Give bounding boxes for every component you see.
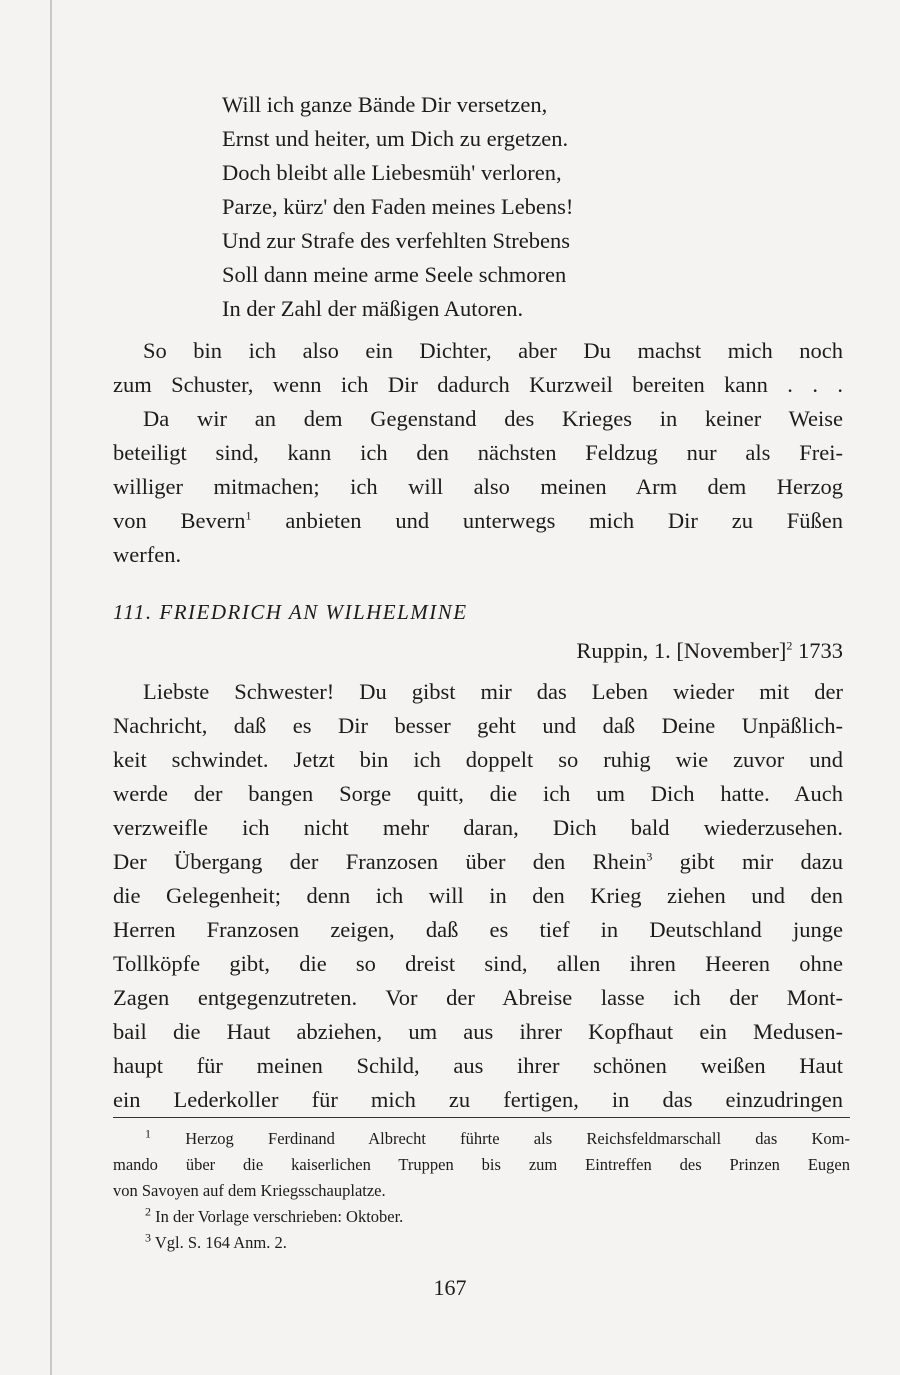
letter-heading: 111. FRIEDRICH AN WILHELMINE [113,600,468,624]
footnote-mark: 3 [145,1230,151,1245]
text-line: Liebste Schwester! Du gibst mir das Leben wieder mit der [143,679,843,704]
text-fragment: von Bevern [113,508,246,533]
footnote-line: mando über die kaiserlichen Truppen bis zum Eintreffen des Prinzen Eugen [113,1155,850,1174]
poem-line: Soll dann meine arme Seele schmoren [222,262,567,287]
footnote-text: Herzog Ferdinand Albrecht führte als Reichsfeldmarschall das Kom- [185,1129,850,1148]
text-fragment: gibt mir dazu [679,849,843,874]
text-line: haupt für meinen Schild, aus ihrer schönen weißen Haut [113,1053,843,1078]
footnote-ref: 1 [245,508,252,523]
place-date [576,638,843,664]
text-line: die Gelegenheit; denn ich will in den Krieg ziehen und den [113,883,843,908]
text-line: bail die Haut abziehen, um aus ihrer Kopfhaut ein Medusen- [113,1019,843,1044]
text-line: williger mitmachen; ich will also meinen Arm dem Herzog [113,474,843,499]
poem-line: Ernst und heiter, um Dich zu ergetzen. [222,126,569,151]
text-line [113,845,843,879]
footnote-line [113,1204,850,1230]
footnote-mark: 2 [145,1204,151,1219]
poem-line: Parze, kürz' den Faden meines Lebens! [222,194,574,219]
poem-line: Und zur Strafe des verfehlten Strebens [222,228,571,253]
place-date-text: Ruppin, 1. [November] [576,638,787,663]
text-line: Nachricht, daß es Dir besser geht und daß Deine Unpäßlich- [113,713,843,738]
footnote-divider [113,1117,850,1118]
prose-paragraphs [113,334,843,572]
text-fragment: anbieten und unterwegs mich Dir zu Füßen [285,508,843,533]
footnote-mark: 1 [145,1126,151,1141]
footnote-text: In der Vorlage verschrieben: Oktober. [155,1207,404,1226]
footnote-text: Vgl. S. 164 Anm. 2. [154,1233,287,1252]
text-line: Tollköpfe gibt, die so dreist sind, allen ihren Heeren ohne [113,951,843,976]
text-line [113,504,843,538]
footnotes [113,1126,850,1256]
page-edge [50,0,52,1375]
poem [222,88,573,326]
text-line: werde der bangen Sorge quitt, die ich um Dich hatte. Auch [113,781,843,806]
text-line: Da wir an dem Gegenstand des Krieges in keiner Weise [143,406,843,431]
letter-body [113,675,843,1117]
text-line: beteiligt sind, kann ich den nächsten Feldzug nur als Frei- [113,440,843,465]
text-fragment: Der Übergang der Franzosen über den Rhein [113,849,647,874]
year: 1733 [798,638,843,663]
poem-line: In der Zahl der mäßigen Autoren. [222,296,524,321]
poem-line: Doch bleibt alle Liebesmüh' verloren, [222,160,562,185]
footnote-ref: 2 [786,638,793,653]
poem-line: Will ich ganze Bände Dir versetzen, [222,92,548,117]
text-line: werfen. [113,542,182,567]
footnote-ref: 3 [646,849,653,864]
text-line: zum Schuster, wenn ich Dir dadurch Kurzweil bereiten kann . . . [113,372,843,397]
text-line: Herren Franzosen zeigen, daß es tief in Deutschland junge [113,917,843,942]
footnote-line [113,1126,850,1152]
text-line: verzweifle ich nicht mehr daran, Dich bald wiederzusehen. [113,815,843,840]
text-line: So bin ich also ein Dichter, aber Du machst mich noch [143,338,843,363]
text-line: Zagen entgegenzutreten. Vor der Abreise lasse ich der Mont- [113,985,843,1010]
text-line: keit schwindet. Jetzt bin ich doppelt so ruhig wie zuvor und [113,747,843,772]
page-number: 167 [433,1275,467,1300]
text-line: ein Lederkoller für mich zu fertigen, in das einzudringen [113,1087,843,1112]
footnote-line: von Savoyen auf dem Kriegsschauplatze. [113,1181,386,1200]
footnote-line [113,1230,850,1256]
